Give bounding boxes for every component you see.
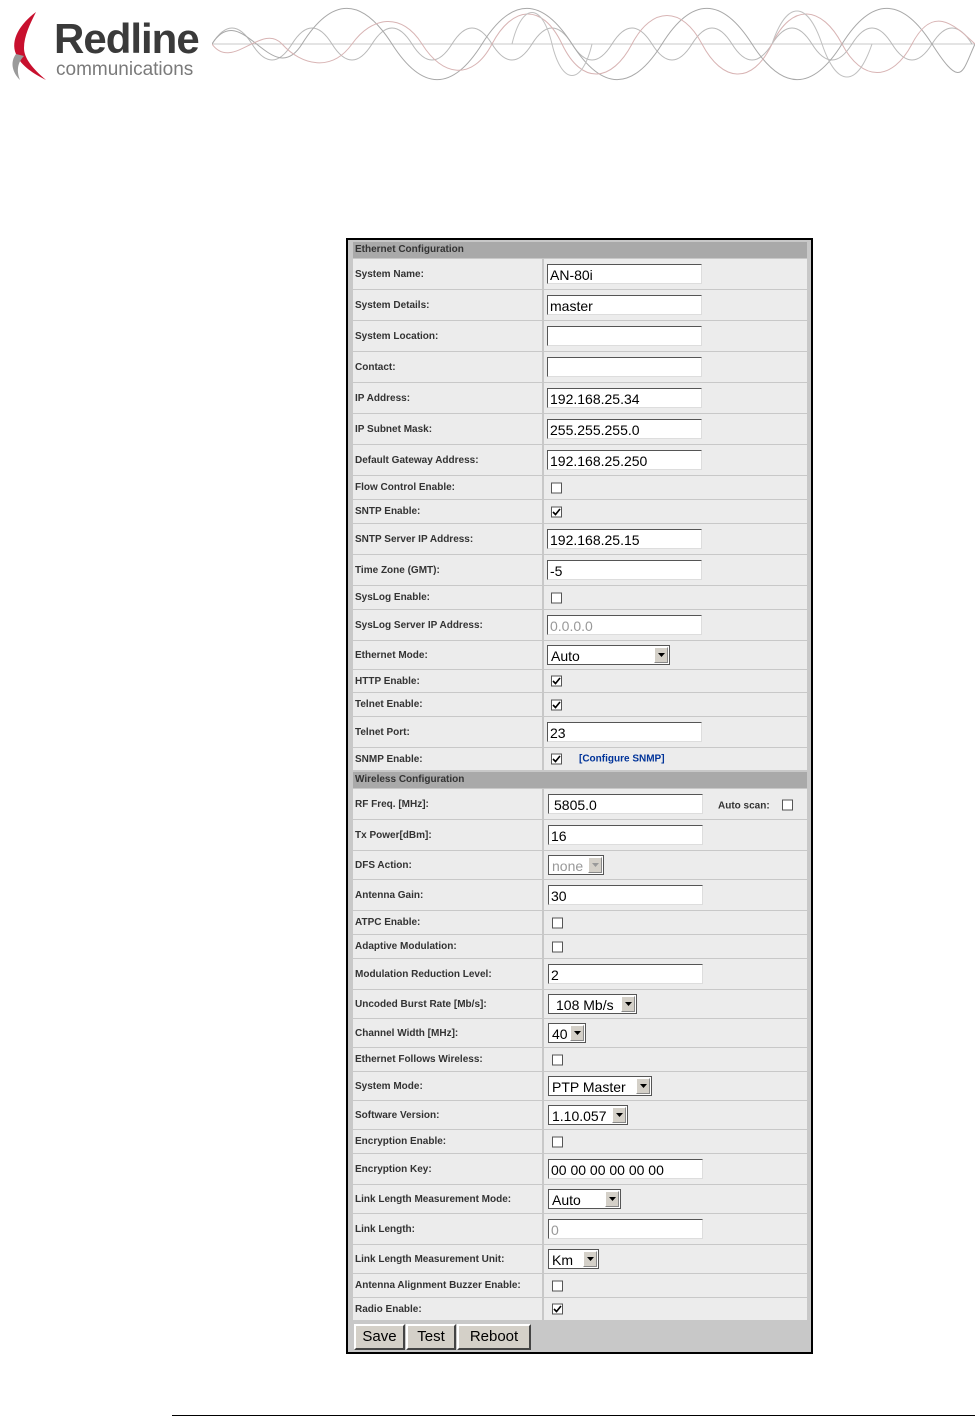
row-software-version (353, 1101, 807, 1130)
test-button[interactable]: Test (406, 1324, 456, 1350)
checkmark-icon (553, 1305, 562, 1314)
channel-width-select[interactable] (548, 1023, 586, 1043)
syslog-enable-label: SysLog Enable: (353, 586, 542, 609)
atpc-enable-checkbox[interactable] (552, 917, 563, 928)
configuration-panel (346, 238, 813, 1354)
burst-rate-select[interactable] (548, 994, 637, 1014)
channel-width-label: Channel Width [MHz]: (353, 1019, 542, 1047)
redline-logo (6, 8, 216, 84)
ethernet-mode-label: Ethernet Mode: (353, 641, 542, 669)
chevron-down-icon (621, 996, 635, 1012)
system-details-label: System Details: (353, 290, 542, 320)
mod-reduction-input[interactable]: 2 (548, 964, 703, 984)
gateway-label: Default Gateway Address: (353, 445, 542, 475)
gateway-input[interactable]: 192.168.25.250 (547, 450, 702, 470)
ethernet-mode-value: Auto (551, 648, 580, 664)
row-time-zone (353, 555, 807, 586)
row-burst-rate (353, 990, 807, 1019)
row-sntp-server (353, 524, 807, 555)
adaptive-modulation-checkbox[interactable] (552, 941, 563, 952)
system-mode-select[interactable] (548, 1076, 652, 1096)
link-length-mode-select[interactable] (548, 1189, 621, 1209)
sntp-server-input[interactable]: 192.168.25.15 (547, 529, 702, 549)
row-link-length-mode (353, 1185, 807, 1214)
row-radio-enable (353, 1298, 807, 1321)
brand-subtitle: communications (56, 59, 194, 80)
row-adaptive-modulation (353, 935, 807, 959)
row-syslog-enable (353, 586, 807, 610)
snmp-enable-checkbox[interactable] (551, 754, 562, 765)
row-encryption-key (353, 1154, 807, 1185)
dfs-action-select[interactable] (548, 855, 604, 875)
checkmark-icon (552, 677, 561, 686)
time-zone-input[interactable]: -5 (547, 560, 702, 580)
rf-freq-input[interactable]: 5805.0 (548, 794, 703, 814)
link-length-input[interactable]: 0 (548, 1219, 703, 1239)
chevron-down-icon (583, 1251, 597, 1267)
atpc-enable-label: ATPC Enable: (353, 911, 542, 934)
row-rf-freq (353, 789, 807, 820)
row-syslog-server (353, 610, 807, 641)
antenna-gain-label: Antenna Gain: (353, 880, 542, 910)
header-wave-graphic-icon (212, 2, 975, 90)
ip-address-label: IP Address: (353, 383, 542, 413)
system-location-label: System Location: (353, 321, 542, 351)
row-subnet-mask (353, 414, 807, 445)
row-antenna-gain (353, 880, 807, 911)
channel-width-value: 40 (552, 1026, 568, 1042)
row-sntp-enable (353, 500, 807, 524)
ethernet-follows-label: Ethernet Follows Wireless: (353, 1048, 542, 1071)
subnet-mask-label: IP Subnet Mask: (353, 414, 542, 444)
system-location-input[interactable] (547, 326, 702, 346)
reboot-button[interactable]: Reboot (457, 1324, 531, 1350)
row-system-location (353, 321, 807, 352)
adaptive-modulation-label: Adaptive Modulation: (353, 935, 542, 958)
checkmark-icon (552, 755, 561, 764)
chevron-down-icon (612, 1107, 626, 1123)
ethernet-mode-select[interactable] (547, 645, 670, 665)
row-link-length (353, 1214, 807, 1245)
wireless-section-header: Wireless Configuration (353, 772, 807, 788)
tx-power-label: Tx Power[dBm]: (353, 820, 542, 850)
row-atpc-enable (353, 911, 807, 935)
row-encryption-enable (353, 1130, 807, 1154)
syslog-server-label: SysLog Server IP Address: (353, 610, 542, 640)
burst-rate-label: Uncoded Burst Rate [Mb/s]: (353, 990, 542, 1018)
row-snmp-enable (353, 748, 807, 771)
http-enable-checkbox[interactable] (551, 676, 562, 687)
contact-label: Contact: (353, 352, 542, 382)
system-name-input[interactable]: AN-80i (547, 264, 702, 284)
link-length-label: Link Length: (353, 1214, 542, 1244)
link-length-unit-label: Link Length Measurement Unit: (353, 1245, 542, 1273)
link-length-unit-select[interactable] (548, 1249, 599, 1269)
checkmark-icon (552, 700, 561, 709)
system-name-label: System Name: (353, 259, 542, 289)
software-version-value: 1.10.057 (552, 1108, 607, 1124)
sntp-enable-label: SNTP Enable: (353, 500, 542, 523)
rf-freq-label: RF Freq. [MHz]: (353, 789, 542, 819)
save-button[interactable]: Save (354, 1324, 405, 1350)
telnet-port-label: Telnet Port: (353, 717, 542, 747)
ethernet-section-header: Ethernet Configuration (353, 242, 807, 258)
chevron-down-icon (605, 1191, 619, 1207)
telnet-enable-label: Telnet Enable: (353, 693, 542, 716)
row-ethernet-follows (353, 1048, 807, 1072)
row-channel-width (353, 1019, 807, 1048)
dfs-action-label: DFS Action: (353, 851, 542, 879)
chevron-down-icon (588, 857, 602, 873)
system-mode-label: System Mode: (353, 1072, 542, 1100)
syslog-server-input[interactable]: 0.0.0.0 (547, 615, 702, 635)
buzzer-enable-checkbox[interactable] (552, 1280, 563, 1291)
row-gateway (353, 445, 807, 476)
auto-scan-label: Auto scan: (718, 800, 770, 812)
time-zone-label: Time Zone (GMT): (353, 555, 542, 585)
telnet-enable-checkbox[interactable] (551, 699, 562, 710)
snmp-enable-label: SNMP Enable: (353, 748, 542, 770)
row-mod-reduction (353, 959, 807, 990)
encryption-key-input[interactable]: 00 00 00 00 00 00 (548, 1159, 703, 1179)
link-length-mode-value: Auto (552, 1192, 581, 1208)
encryption-key-label: Encryption Key: (353, 1154, 542, 1184)
subnet-mask-input[interactable]: 255.255.255.0 (547, 419, 702, 439)
software-version-select[interactable] (548, 1105, 628, 1125)
encryption-enable-checkbox[interactable] (552, 1136, 563, 1147)
link-length-mode-label: Link Length Measurement Mode: (353, 1185, 542, 1213)
antenna-gain-input[interactable]: 30 (548, 885, 703, 905)
http-enable-label: HTTP Enable: (353, 670, 542, 692)
row-link-length-unit (353, 1245, 807, 1274)
system-details-input[interactable]: master (547, 295, 702, 315)
tx-power-input[interactable]: 16 (548, 825, 703, 845)
row-ethernet-mode (353, 641, 807, 670)
row-dfs-action (353, 851, 807, 880)
chevron-down-icon (570, 1025, 584, 1041)
row-telnet-enable (353, 693, 807, 717)
row-http-enable (353, 670, 807, 693)
burst-rate-value: 108 Mb/s (556, 997, 614, 1013)
flow-control-label: Flow Control Enable: (353, 476, 542, 499)
button-bar (353, 1320, 807, 1348)
flow-control-checkbox[interactable] (551, 482, 562, 493)
buzzer-enable-label: Antenna Alignment Buzzer Enable: (353, 1274, 542, 1297)
auto-scan-checkbox[interactable] (782, 799, 793, 810)
dfs-action-value: none (552, 858, 584, 874)
redline-logo-mark-icon (6, 10, 52, 84)
chevron-down-icon (636, 1078, 650, 1094)
row-telnet-port (353, 717, 807, 748)
row-tx-power (353, 820, 807, 851)
contact-input[interactable] (547, 357, 702, 377)
system-mode-value: PTP Master (552, 1079, 626, 1095)
sntp-enable-checkbox[interactable] (551, 506, 562, 517)
sntp-server-label: SNTP Server IP Address: (353, 524, 542, 554)
brand-name: Redline (54, 15, 199, 62)
configure-snmp-link[interactable]: [Configure SNMP] (579, 753, 665, 765)
row-system-details (353, 290, 807, 321)
mod-reduction-label: Modulation Reduction Level: (353, 959, 542, 989)
encryption-enable-label: Encryption Enable: (353, 1130, 542, 1153)
row-buzzer-enable (353, 1274, 807, 1298)
row-ip-address (353, 383, 807, 414)
software-version-label: Software Version: (353, 1101, 542, 1129)
row-system-mode (353, 1072, 807, 1101)
ip-address-input[interactable]: 192.168.25.34 (547, 388, 702, 408)
row-system-name (353, 259, 807, 290)
chevron-down-icon (654, 647, 668, 663)
radio-enable-checkbox[interactable] (552, 1304, 563, 1315)
syslog-enable-checkbox[interactable] (551, 592, 562, 603)
footer-divider (172, 1415, 975, 1416)
checkmark-icon (552, 507, 561, 516)
row-contact (353, 352, 807, 383)
ethernet-follows-checkbox[interactable] (552, 1054, 563, 1065)
radio-enable-label: Radio Enable: (353, 1298, 542, 1320)
row-flow-control (353, 476, 807, 500)
link-length-unit-value: Km (552, 1252, 573, 1268)
telnet-port-input[interactable]: 23 (547, 722, 702, 742)
